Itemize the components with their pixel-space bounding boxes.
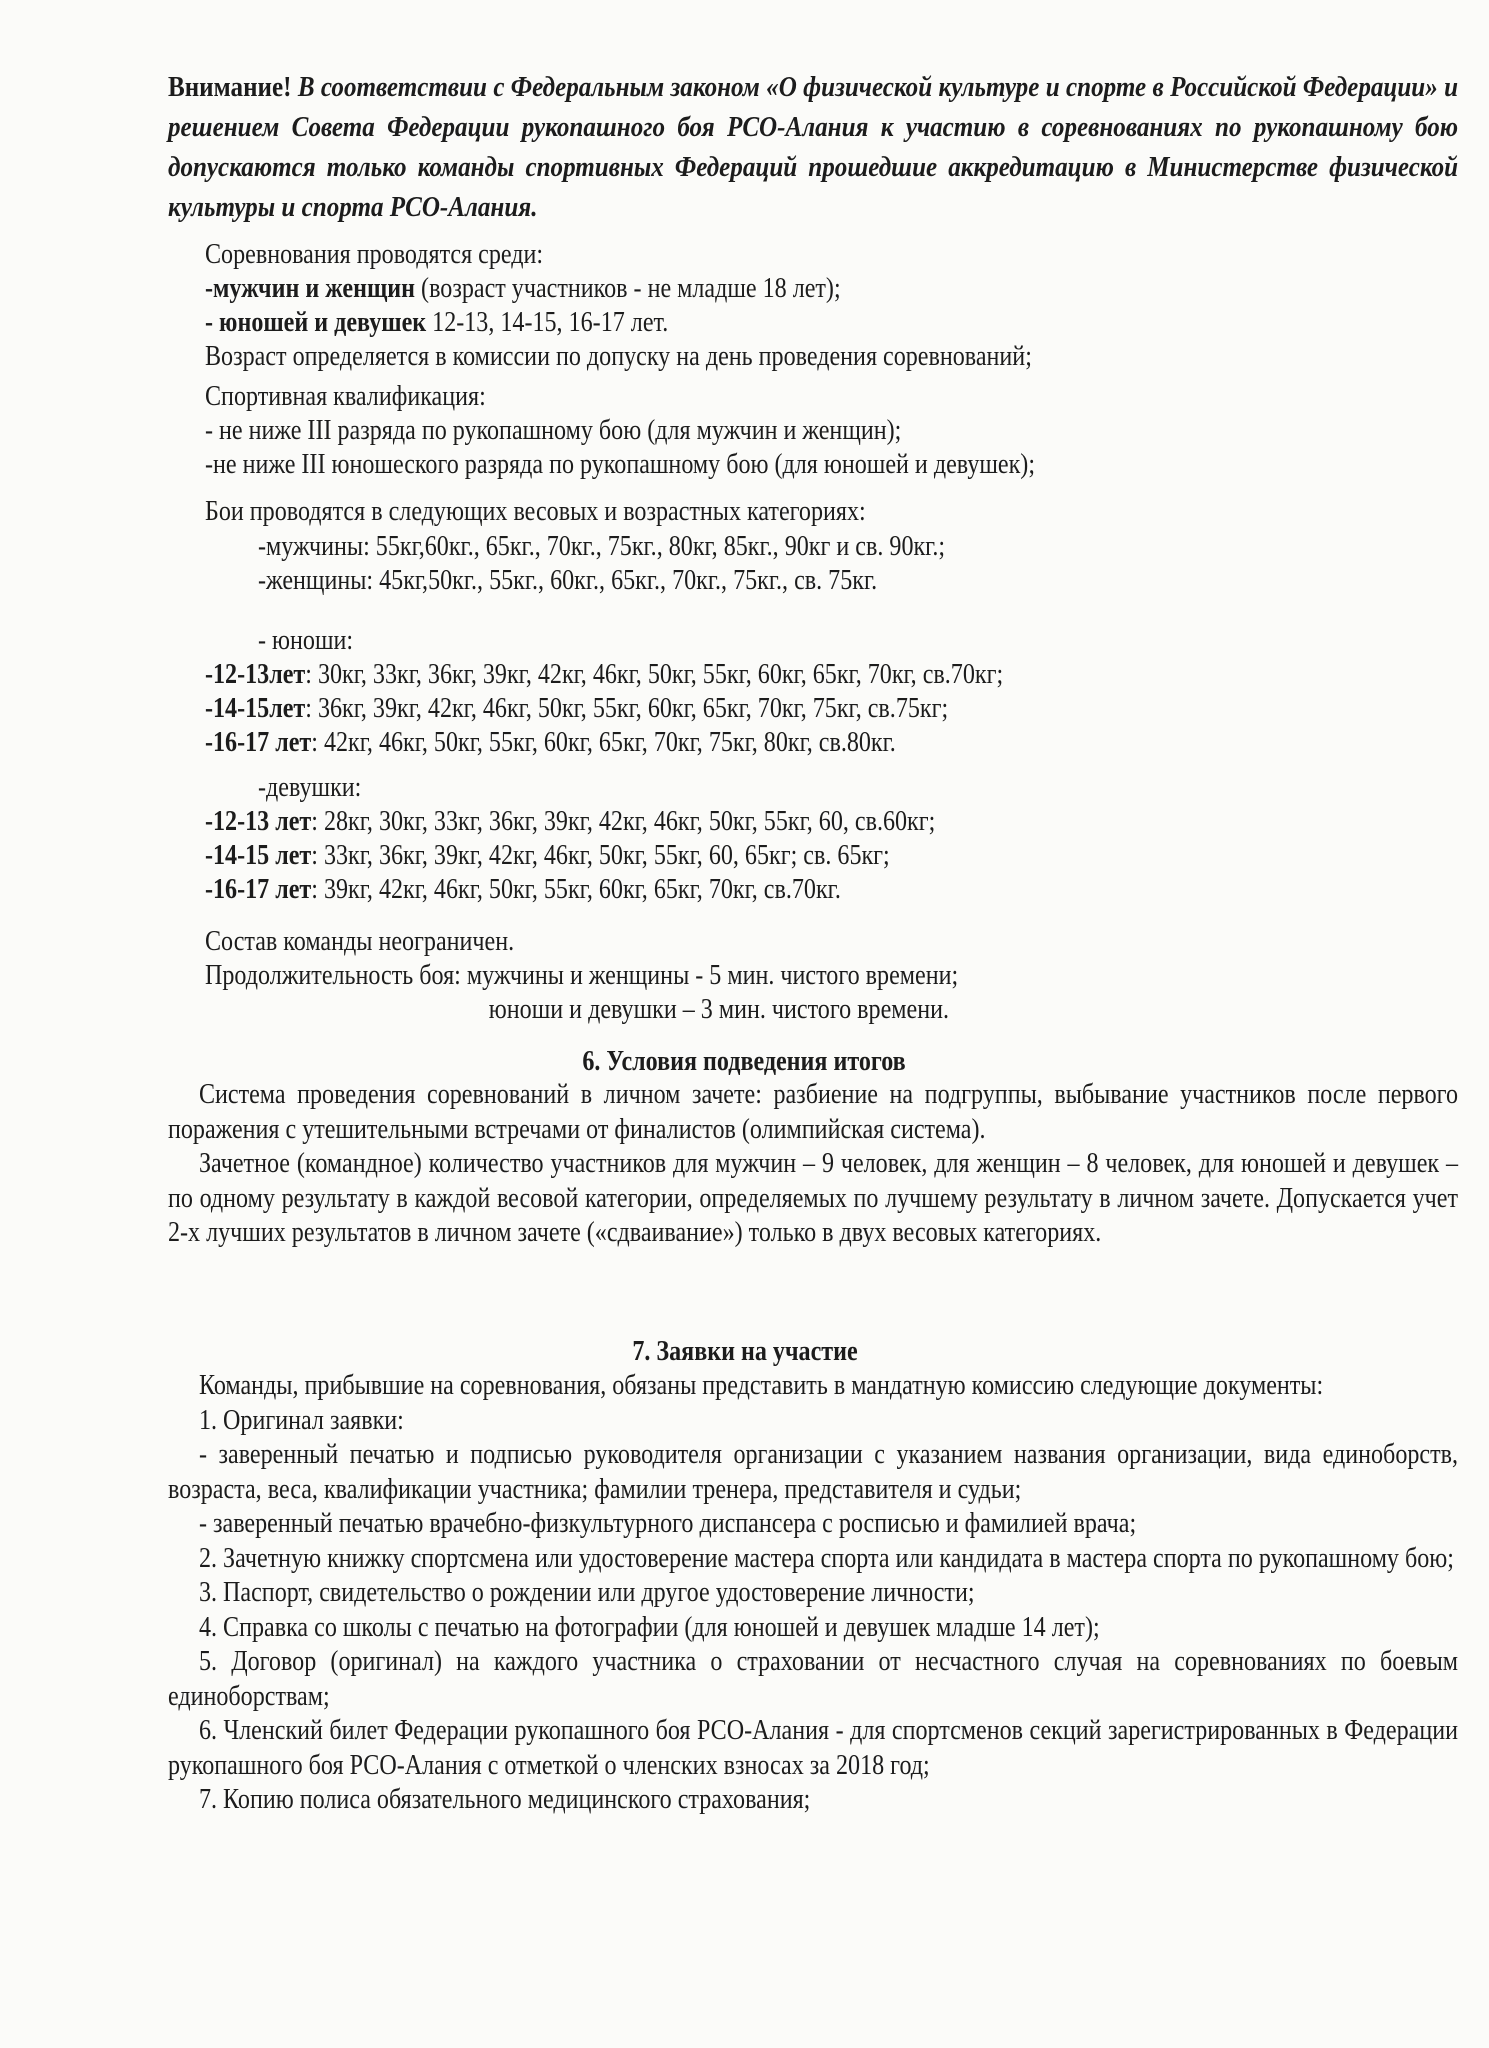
bout-duration (205, 959, 958, 993)
document-item: 4. Справка со школы с печатью на фотографии (для юношей и девушек младше 14 лет); (198, 1611, 1100, 1643)
qualification-item: - не ниже III разряда по рукопашному бою (для мужчин и женщин); (205, 415, 902, 446)
men-women-label: -мужчин и женщин (205, 273, 416, 304)
weights: : 42кг, 46кг, 50кг, 55кг, 60кг, 65кг, 70кг, 75кг, 80кг, св.80кг. (311, 727, 896, 758)
document-item: 3. Паспорт, свидетельство о рождении или другое удостоверение личности; (198, 1577, 975, 1608)
document-item: - заверенный печатью и подписью руководителя организации с указанием названия организации, вида единоборств, возраста, веса, квалификации участника; фамилии тренера, представителя и судьи; (168, 1439, 1459, 1505)
youth-label: - юношей и девушек (205, 307, 427, 338)
document-item: 7. Копию полиса обязательного медицинского страхования; (198, 1784, 811, 1815)
boys-rows (205, 658, 1003, 760)
bout-duration-youth: юноши и девушки – 3 мин. чистого времени. (488, 994, 950, 1025)
girls-title: -девушки: (258, 772, 362, 803)
weights: : 30кг, 33кг, 36кг, 39кг, 42кг, 46кг, 50кг, 55кг, 60кг, 65кг, 70кг, св.70кг; (305, 659, 1004, 690)
participants-intro: Соревнования проводятся среди: (205, 239, 544, 270)
attention-notice (168, 68, 1458, 228)
section-7-title (0, 1335, 1489, 1369)
section-7-title-text: 7. Заявки на участие (631, 1336, 858, 1367)
document-item: 6. Членский билет Федерации рукопашного боя РСО-Алания - для спортсменов секций зарегистрированных в Федерации рукопашного боя РСО-Алания с отметкой о членских взносах за 2018 год; (168, 1715, 1459, 1781)
document-item: 2. Зачетную книжку спортсмена или удостоверение мастера спорта или кандидата в мастера спорта по рукопашному бою; (198, 1542, 1454, 1574)
girls-row (205, 805, 935, 839)
age-group: -14-15лет (205, 693, 306, 724)
men-women-text: (возраст участников - не младше 18 лет); (415, 273, 841, 304)
participants-men-women (205, 272, 1032, 306)
section-6-paragraph: Зачетное (командное) количество участников для мужчин – 9 человек, для женщин – 8 человек, для юношей и девушек – по одному результату в каждой весовой категории, определяемых по лучшему результату в личном зачете. Допускается учет 2-х лучших результатов в личном зачете («сдваивание») только в двух весовых категориях. (168, 1148, 1459, 1248)
qualification-block (205, 380, 1035, 482)
section-6-body (168, 1078, 1458, 1251)
weights: : 39кг, 42кг, 46кг, 50кг, 55кг, 60кг, 65кг, 70кг, св.70кг. (311, 874, 841, 905)
boys-row (205, 658, 1003, 692)
duration-adults: мужчины и женщины - 5 мин. чистого времени; (466, 960, 959, 991)
team-block (205, 925, 958, 1027)
categories-intro: Бои проводятся в следующих весовых и возрастных категориях: (205, 496, 866, 527)
youth-text: 12-13, 14-15, 16-17 лет. (426, 307, 669, 338)
notice-body: В соответствии с Федеральным законом «О физической культуре и спорте в Российской Федерации» и решением Совета Федерации рукопашного боя РСО-Алания к участию в соревнованиях по рукопашному бою допускаются только команды спортивных Федераций прошедшие аккредитацию в Министерстве физической культуры и спорта РСО-Алания. (168, 72, 1459, 223)
section-6-paragraph: Система проведения соревнований в личном зачете: разбиение на подгруппы, выбывание участников после первого поражения с утешительными встречами от финалистов (олимпийская система). (168, 1079, 1459, 1145)
section-7-body (168, 1369, 1458, 1818)
weights: : 33кг, 36кг, 39кг, 42кг, 46кг, 50кг, 55кг, 60, 65кг; св. 65кг; (311, 840, 890, 871)
team-composition: Состав команды неограничен. (205, 926, 515, 957)
participants-youth (205, 306, 1032, 340)
categories-men: -мужчины: 55кг,60кг., 65кг., 70кг., 75кг., 80кг, 85кг., 90кг и св. 90кг.; (258, 531, 946, 562)
weights: : 28кг, 30кг, 33кг, 36кг, 39кг, 42кг, 46кг, 50кг, 55кг, 60, св.60кг; (311, 806, 936, 837)
weights: : 36кг, 39кг, 42кг, 46кг, 50кг, 55кг, 60кг, 65кг, 70кг, 75кг, св.75кг; (305, 693, 949, 724)
boys-title: - юноши: (258, 625, 354, 656)
age-group: -12-13 лет (205, 806, 312, 837)
notice-lead: Внимание! (168, 72, 292, 103)
section-6-title-text: 6. Условия подведения итогов (582, 1046, 907, 1077)
age-group: -16-17 лет (205, 727, 312, 758)
age-group: -16-17 лет (205, 874, 312, 905)
section-7-intro: Команды, прибывшие на соревнования, обязаны представить в мандатную комиссию следующие документы: (198, 1370, 1324, 1401)
age-group: -12-13лет (205, 659, 306, 690)
girls-row (205, 873, 935, 907)
section-6-title (0, 1045, 1489, 1079)
girls-row (205, 839, 935, 873)
qualification-item: -не ниже III юношеского разряда по рукопашному бою (для юношей и девушек); (205, 449, 1036, 480)
document-item: 5. Договор (оригинал) на каждого участника о страховании от несчастного случая на соревнованиях по боевым единоборствам; (168, 1646, 1459, 1712)
age-group: -14-15 лет (205, 840, 312, 871)
qualification-title: Спортивная квалификация: (205, 381, 486, 412)
boys-row (205, 692, 1003, 726)
age-note: Возраст определяется в комиссии по допуску на день проведения соревнований; (205, 341, 1032, 372)
document-item: - заверенный печатью врачебно-физкультурного диспансера с росписью и фамилией врача; (198, 1508, 1137, 1539)
duration-label: Продолжительность боя: (205, 960, 467, 991)
categories-women: -женщины: 45кг,50кг., 55кг., 60кг., 65кг., 70кг., 75кг., св. 75кг. (258, 565, 878, 596)
participants-block (205, 238, 1032, 374)
girls-rows (205, 805, 935, 907)
document-item: 1. Оригинал заявки: (198, 1404, 404, 1436)
boys-row (205, 726, 1003, 760)
